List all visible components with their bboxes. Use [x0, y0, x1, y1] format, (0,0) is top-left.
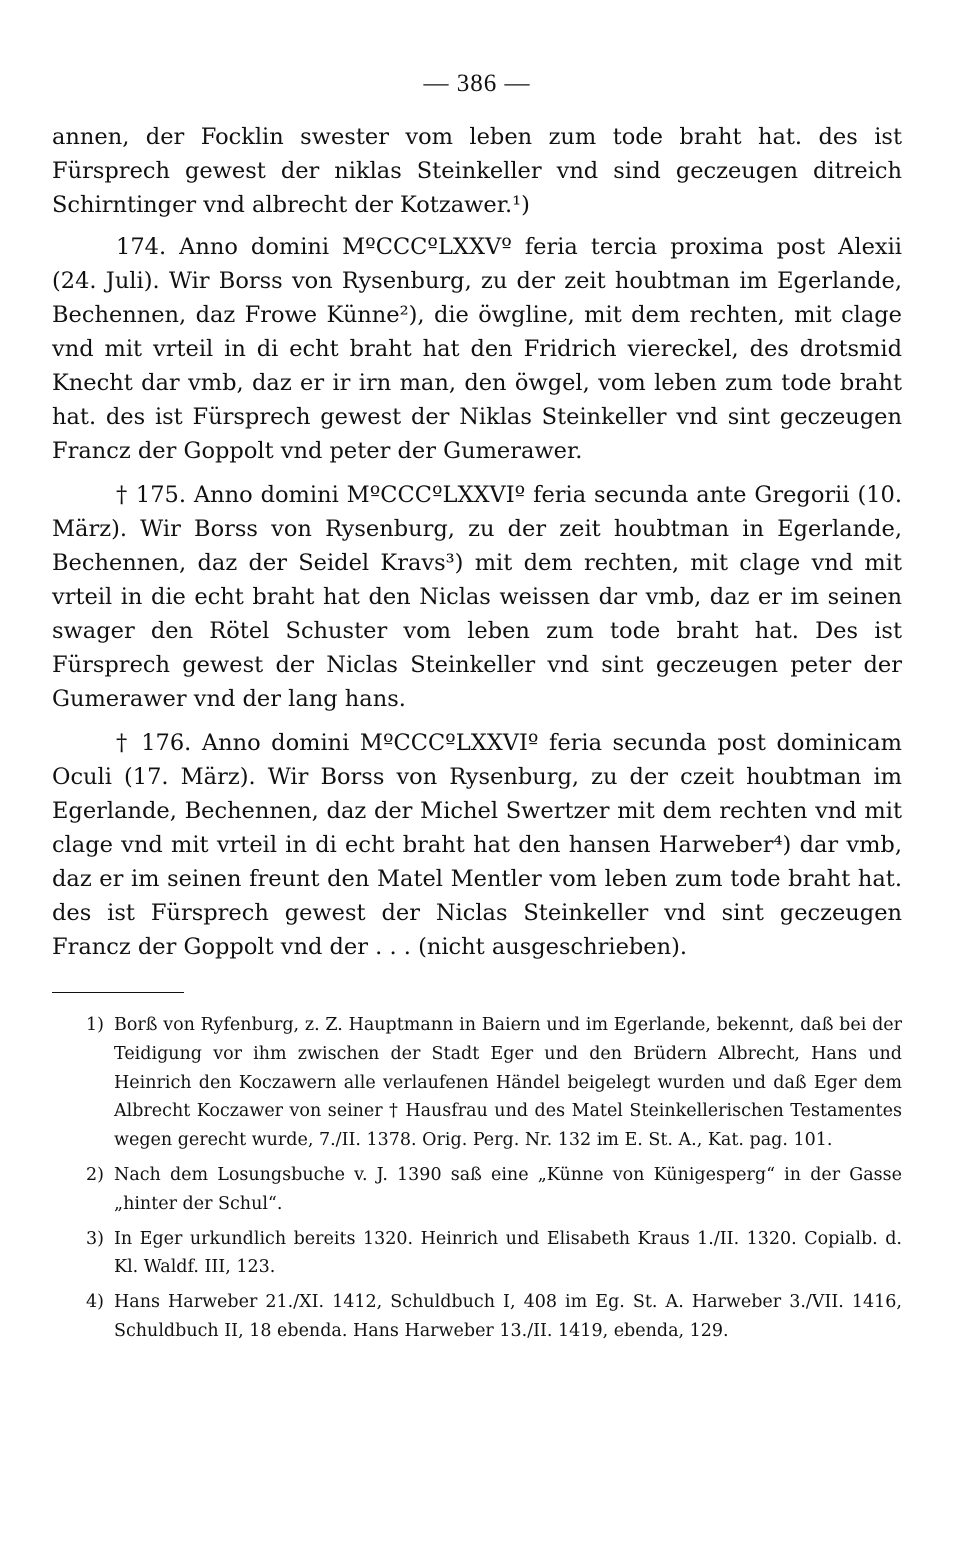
footnotes	[52, 1011, 902, 1346]
paragraph-entry-174: 174. Anno domini MºCCCºLXXVº feria tercia proxima post Alexii (24. Juli). Wir Borss von Rysenburg, zu der zeit houbtman im Egerlande, Bechennen, daz Frowe Künne²), die öwgline, mit dem rechten, mit clage vnd mit vrteil in di echt braht hat den Fridrich viereckel, des drotsmid Knecht dar vmb, daz er ir irn man, den öwgel, vom leben zum tode braht hat. des ist Fürsprech gewest der Niklas Steinkeller vnd sint geczeugen Francz der Goppolt vnd peter der Gumerawer.	[52, 234, 902, 464]
footnote-number: 3)	[86, 1228, 104, 1249]
footnote-text: In Eger urkundlich bereits 1320. Heinrich und Elisabeth Kraus 1./II. 1320. Copialb. d. Kl. Waldf. III, 123.	[114, 1228, 902, 1278]
page-number: — 386 —	[423, 70, 531, 97]
footnote-text: Hans Harweber 21./XI. 1412, Schuldbuch I, 408 im Eg. St. A. Harweber 3./VII. 1416, Schuldbuch II, 18 ebenda. Hans Harweber 13./II. 1419, ebenda, 129.	[114, 1292, 902, 1341]
footnote-4	[52, 1288, 902, 1346]
paragraph-entry-175: † 175. Anno domini MºCCCºLXXVIº feria secunda ante Gregorii (10. März). Wir Borss von Rysenburg, zu der zeit houbtman in Egerlande, Bechennen, daz der Seidel Kravs³) mit dem rechten, mit clage vnd mit vrteil in die echt braht hat den Niclas weissen dar vmb, daz er im seinen swager den Rötel Schuster vom leben zum tode braht hat. Des ist Fürsprech gewest der Niclas Steinkeller vnd sint geczeugen peter der Gumerawer vnd der lang hans.	[52, 482, 902, 712]
footnote-3	[52, 1225, 902, 1283]
footnote-number: 2)	[86, 1164, 104, 1185]
paragraph-entry-176: † 176. Anno domini MºCCCºLXXVIº feria secunda post dominicam Oculi (17. März). Wir Borss von Rysenburg, zu der czeit houbtman im Egerlande, Bechennen, daz der Michel Swertzer mit dem rechten vnd mit clage vnd mit vrteil in di echt braht hat den hansen Harweber⁴) dar vmb, daz er im seinen freunt den Matel Mentler vom leben zum tode braht hat. des ist Fürsprech gewest der Niclas Steinkeller vnd sint geczeugen Francz der Goppolt vnd der . . . (nicht ausgeschrieben).	[52, 730, 902, 960]
footnote-1	[52, 1011, 902, 1155]
footnote-text: Nach dem Losungsbuche v. J. 1390 saß eine „Künne von Künigesperg“ in der Gasse „hinter der Schul“.	[114, 1164, 902, 1214]
main-text	[52, 120, 902, 964]
document-page	[52, 62, 902, 1352]
footnote-number: 4)	[86, 1292, 104, 1313]
paragraph-continuation: annen, der Focklin swester vom leben zum tode braht hat. des ist Fürsprech gewest der niklas Steinkeller vnd sind geczeugen ditreich Schirntinger vnd albrecht der Kotzawer.¹)	[52, 124, 902, 218]
footnote-2	[52, 1161, 902, 1219]
footnote-separator	[52, 992, 184, 993]
footnote-text: Borß von Ryfenburg, z. Z. Hauptmann in Baiern und im Egerlande, bekennt, daß bei der Teidigung vor ihm zwischen der Stadt Eger und den Brüdern Albrecht, Hans und Heinrich den Koczawern alle verlaufenen Händel beigelegt wurden und daß Eger dem Albrecht Koczawer von seiner † Hausfrau und des Matel Steinkellerischen Testamentes wegen gerecht wurde, 7./II. 1378. Orig. Perg. Nr. 132 im E. St. A., Kat. pag. 101.	[114, 1015, 902, 1151]
footnote-number: 1)	[86, 1015, 104, 1035]
